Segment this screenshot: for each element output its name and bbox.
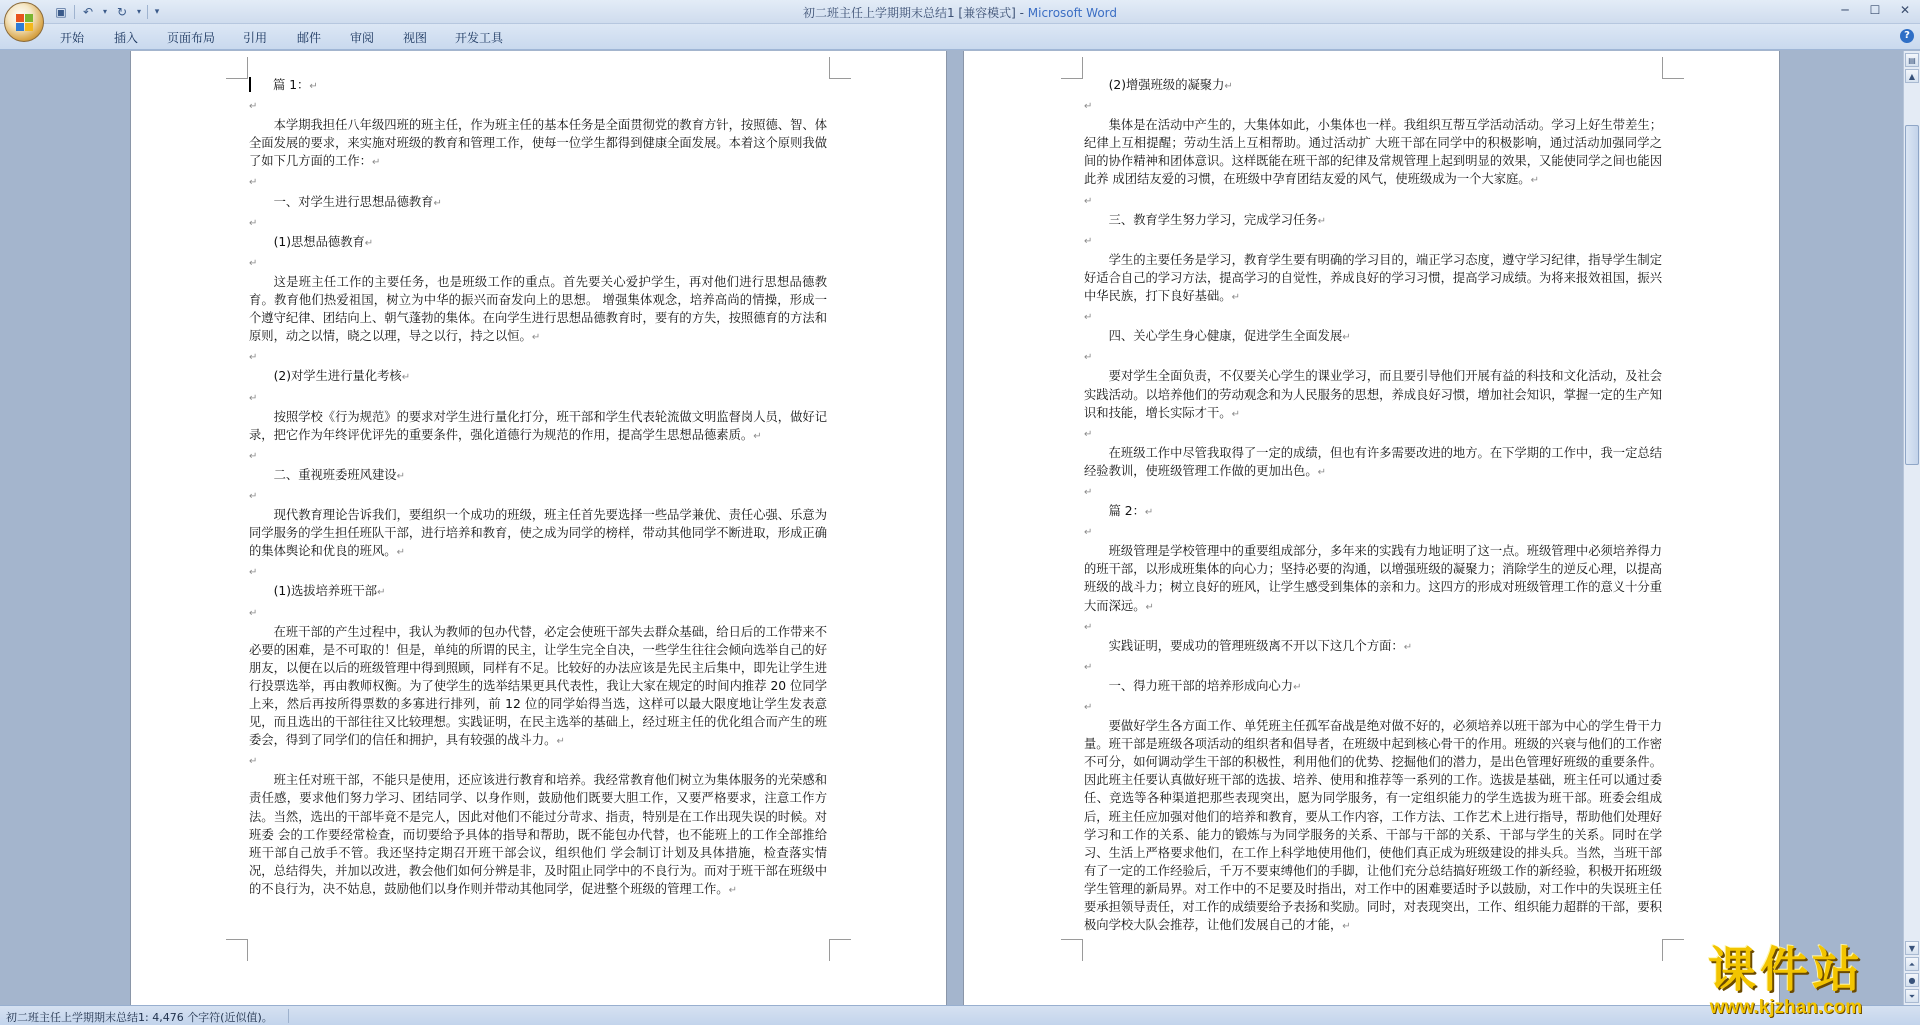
- paragraph-text: 班级管理是学校管理中的重要组成部分，多年来的实践有力地证明了这一点。班级管理中必须培养得力的班干部，以形成班集体的向心力；坚持必要的沟通，以增强班级的凝聚力；消除学生的逆反心理，以提高班级的战斗力；树立良好的班风，让学生感受到集体的亲和力。这四方的形成对班级管理工作的意义十分重大而深远。: [1084, 544, 1662, 613]
- status-bar: [0, 1005, 1920, 1025]
- redo-dropdown-icon[interactable]: ▾: [136, 7, 141, 16]
- page-2-text[interactable]: [1084, 76, 1662, 936]
- paragraph-mark-icon: ↵: [364, 237, 374, 249]
- paragraph-text: 篇 1：: [273, 78, 310, 92]
- paragraph-mark-icon: ↵: [396, 547, 405, 559]
- paragraph-mark-icon: ↵: [371, 157, 381, 169]
- empty-paragraph[interactable]: [249, 96, 827, 116]
- crop-mark: [226, 57, 248, 79]
- paragraph-mark-icon: ↵: [249, 756, 258, 768]
- select-browse-object-icon[interactable]: ●: [1905, 973, 1919, 987]
- paragraph-mark-icon: ↵: [249, 217, 258, 229]
- empty-paragraph[interactable]: [1084, 96, 1662, 116]
- empty-paragraph[interactable]: [1084, 191, 1662, 211]
- vertical-scrollbar[interactable]: [1903, 51, 1920, 1005]
- tab-references[interactable]: 引用: [243, 31, 268, 45]
- paragraph-text: (2)增强班级的凝聚力: [1108, 78, 1225, 92]
- minimize-icon[interactable]: ─: [1841, 3, 1849, 17]
- paragraph-mark-icon: ↵: [249, 607, 258, 619]
- empty-paragraph[interactable]: [1084, 522, 1662, 542]
- page-1-text[interactable]: [249, 76, 827, 900]
- tab-view[interactable]: 视图: [403, 31, 428, 45]
- paragraph-mark-icon: ↵: [1084, 661, 1093, 673]
- paragraph-text: 二、重视班委班风建设: [273, 467, 397, 482]
- word-count-status[interactable]: 初二班主任上学期期末总结1: 4,476 个字符(近似值)。: [6, 1011, 273, 1024]
- paragraph[interactable]: [249, 623, 827, 752]
- paragraph-text: 要对学生全面负责，不仅要关心学生的课业学习，而且要引导他们开展有益的科技和文化活动，及社会实践活动。以培养他们的劳动观念和为人民服务的思想，养成良好习惯，增加社会知识，掌握一定的生产知识和技能，增长实际才干。: [1084, 369, 1662, 420]
- undo-dropdown-icon[interactable]: ▾: [102, 7, 107, 16]
- empty-paragraph[interactable]: [249, 751, 827, 771]
- tab-page-layout[interactable]: 页面布局: [167, 31, 216, 45]
- paragraph-mark-icon: ↵: [1144, 507, 1154, 519]
- paragraph-mark-icon: ↵: [396, 470, 405, 482]
- paragraph-mark-icon: ↵: [249, 490, 258, 502]
- paragraph[interactable]: [1084, 251, 1662, 307]
- paragraph[interactable]: [249, 76, 827, 96]
- paragraph-mark-icon: ↵: [1403, 641, 1413, 653]
- office-button[interactable]: [4, 2, 44, 42]
- empty-paragraph[interactable]: [1084, 697, 1662, 717]
- paragraph[interactable]: [1084, 116, 1662, 190]
- page-2[interactable]: [963, 51, 1780, 1005]
- ribbon-tabs: [0, 24, 1920, 50]
- document-area[interactable]: [0, 51, 1903, 1005]
- window-controls: [1830, 0, 1920, 20]
- crop-mark: [226, 939, 248, 961]
- empty-paragraph[interactable]: [249, 253, 827, 273]
- paragraph-mark-icon: ↵: [753, 430, 762, 442]
- crop-mark: [1061, 57, 1083, 79]
- paragraph[interactable]: [249, 771, 827, 900]
- paragraph-mark-icon: ↵: [1293, 681, 1302, 693]
- paragraph-text: 班主任对班干部，不能只是使用，还应该进行教育和培养。我经常教育他们树立为集体服务的光荣感和责任感，要求他们努力学习、团结同学、以身作则，鼓励他们既要大胆工作，又要严格要求，注意工作方法。当然，选出的干部毕竟不是完人，因此对他们不能过分苛求、指责，特别是在工作出现失误的时候。对班委 会的工作要经常检查，而切要给予具体的指导和帮助，既不能包办代替，也不能班上的工作全部推给班干部自己放手不管。我还坚持定期召开班干部会议，组织他们 学会制订计划及具体措施，检查落实情况，总结得失，并加以改进，教会他们如何分辨是非，及时阻止同学中的不良行为。而对于班干部在班级中的不良行为，决不姑息，鼓励他们以身作则并带动其他同学，促进整个班级的管理工作。: [249, 773, 827, 896]
- paragraph-mark-icon: ↵: [556, 736, 565, 748]
- paragraph-mark-icon: ↵: [401, 372, 411, 384]
- close-icon[interactable]: ✕: [1899, 3, 1911, 17]
- scroll-thumb[interactable]: [1905, 125, 1919, 465]
- office-logo-icon: [16, 14, 34, 32]
- empty-paragraph[interactable]: [249, 446, 827, 466]
- paragraph[interactable]: [249, 233, 827, 253]
- paragraph-mark-icon: ↵: [531, 332, 541, 344]
- paragraph[interactable]: [1084, 76, 1662, 96]
- empty-paragraph[interactable]: [1084, 231, 1662, 251]
- paragraph-text: 实践证明，要成功的管理班级离不开以下这几个方面：: [1108, 638, 1404, 653]
- paragraph-mark-icon: ↵: [1231, 408, 1240, 420]
- watermark-url: www.kjzhan.com: [1709, 997, 1863, 1018]
- tab-insert[interactable]: 插入: [114, 31, 139, 45]
- empty-paragraph[interactable]: [1084, 657, 1662, 677]
- empty-paragraph[interactable]: [1084, 424, 1662, 444]
- watermark-title: 课件站: [1707, 942, 1864, 998]
- paragraph-mark-icon: ↵: [249, 567, 258, 579]
- paragraph-mark-icon: ↵: [1084, 702, 1093, 713]
- paragraph[interactable]: [249, 466, 827, 486]
- paragraph[interactable]: [249, 193, 827, 213]
- paragraph-text: 本学期我担任八年级四班的班主任，作为班主任的基本任务是全面贯彻党的教育方针，按照德、智、体全面发展的要求，来实施对班级的教育和管理工作，使每一位学生都得到健康全面发展。本着这个原则我做了如下几方面的工作：: [249, 118, 827, 169]
- paragraph-mark-icon: ↵: [1342, 332, 1351, 344]
- paragraph-mark-icon: ↵: [1530, 175, 1539, 187]
- save-icon[interactable]: ▣: [55, 5, 67, 19]
- paragraph-text: 三、教育学生努力学习，完成学习任务: [1108, 212, 1318, 227]
- paragraph-mark-icon: ↵: [1317, 215, 1327, 227]
- title-bar: [0, 0, 1920, 24]
- empty-paragraph[interactable]: [1084, 482, 1662, 502]
- crop-mark: [829, 57, 851, 79]
- paragraph-text: 这是班主任工作的主要任务，也是班级工作的重点。首先要关心爱护学生，再对他们进行思想品德教育。教育他们热爱祖国，树立为中华的振兴而奋发向上的思想。 增强集体观念，培养高尚的情操，形成一个遵守纪律、团结向上、朝气蓬勃的集体。在向学生进行思想品德教育时，要有的方失，按照德育的方法和原则，动之以情，晓之以理，导之以行，持之以恒。: [249, 274, 827, 344]
- empty-paragraph[interactable]: [249, 486, 827, 506]
- empty-paragraph[interactable]: [249, 172, 827, 192]
- paragraph-text: 学生的主要任务是学习，教育学生要有明确的学习目的，端正学习态度，遵守学习纪律，指导学生制定好适合自己的学习方法，提高学习的自觉性，养成良好的学习习惯，提高学习成绩。为将来报效祖国，振兴中华民族，打下良好基础。: [1084, 252, 1662, 304]
- tab-developer[interactable]: 开发工具: [455, 31, 504, 45]
- paragraph-mark-icon: ↵: [1231, 292, 1240, 304]
- tab-mailings[interactable]: 邮件: [297, 31, 322, 45]
- redo-icon[interactable]: ↻: [116, 5, 128, 19]
- paragraph-text: 现代教育理论告诉我们，要组织一个成功的班级，班主任首先要选择一些品学兼优、责任心强、乐意为同学服务的学生担任班队干部，进行培养和教育，使之成为同学的榜样，带动其他同学不断进取，形成正确的集体舆论和优良的班风。: [249, 508, 827, 559]
- paragraph-mark-icon: ↵: [249, 450, 258, 462]
- empty-paragraph[interactable]: [1084, 307, 1662, 327]
- paragraph[interactable]: [249, 273, 827, 347]
- paragraph[interactable]: [249, 116, 827, 172]
- paragraph-mark-icon: ↵: [1084, 428, 1093, 440]
- customize-icon[interactable]: ▾: [154, 7, 160, 17]
- paragraph-mark-icon: ↵: [309, 81, 318, 92]
- paragraph[interactable]: [249, 506, 827, 562]
- paragraph[interactable]: [249, 582, 827, 602]
- paragraph-mark-icon: ↵: [433, 197, 442, 209]
- paragraph[interactable]: [1084, 444, 1662, 482]
- maximize-icon[interactable]: ☐: [1869, 3, 1881, 17]
- next-page-icon[interactable]: ⏷: [1905, 989, 1919, 1003]
- paragraph-mark-icon: ↵: [1342, 921, 1351, 933]
- ruler-toggle-icon[interactable]: ▤: [1905, 53, 1919, 67]
- paragraph-text: 按照学校《行为规范》的要求对学生进行量化打分，班干部和学生代表轮流做文明监督岗人员，做好记录，把它作为年终评优评先的重要条件，强化道德行为规范的作用，提高学生思想品德素质。: [249, 409, 827, 442]
- scroll-up-icon[interactable]: ▲: [1905, 69, 1919, 83]
- help-icon[interactable]: ?: [1900, 29, 1914, 43]
- empty-paragraph[interactable]: [249, 347, 827, 367]
- site-watermark: [1666, 943, 1906, 1023]
- paragraph-mark-icon: ↵: [1084, 235, 1093, 247]
- paragraph-mark-icon: ↵: [1084, 195, 1093, 207]
- paragraph-text: (1)选拔培养班干部: [273, 584, 378, 599]
- paragraph-mark-icon: ↵: [377, 587, 386, 599]
- paragraph-text: 一、得力班干部的培养形成向心力: [1108, 678, 1294, 693]
- paragraph-mark-icon: ↵: [249, 352, 258, 364]
- paragraph-text: 四、关心学生身心健康，促进学生全面发展: [1108, 329, 1343, 344]
- paragraph-mark-icon: ↵: [249, 392, 258, 404]
- paragraph-mark-icon: ↵: [1084, 621, 1093, 633]
- undo-icon[interactable]: ↶: [82, 5, 94, 19]
- paragraph-mark-icon: ↵: [728, 884, 737, 896]
- empty-paragraph[interactable]: [249, 562, 827, 582]
- window-title: [0, 4, 1920, 21]
- paragraph[interactable]: [1084, 211, 1662, 231]
- paragraph-mark-icon: ↵: [1084, 312, 1093, 324]
- paragraph-text: 在班级工作中尽管我取得了一定的成绩，但也有许多需要改进的地方。在下学期的工作中，我一定总结经验教训，使班级管理工作做的更加出色。: [1084, 445, 1662, 478]
- scroll-down-icon[interactable]: ▼: [1905, 941, 1919, 955]
- crop-mark: [829, 939, 851, 961]
- previous-page-icon[interactable]: ⏶: [1905, 957, 1919, 971]
- crop-mark: [1061, 939, 1083, 961]
- paragraph-text: (2)对学生进行量化考核: [273, 369, 402, 384]
- empty-paragraph[interactable]: [249, 388, 827, 408]
- paragraph-mark-icon: ↵: [1084, 527, 1093, 539]
- paragraph[interactable]: [249, 367, 827, 387]
- paragraph[interactable]: [1084, 677, 1662, 697]
- paragraph-text: 篇 2：: [1108, 504, 1145, 519]
- paragraph-mark-icon: ↵: [249, 177, 258, 189]
- paragraph[interactable]: [1084, 367, 1662, 423]
- empty-paragraph[interactable]: [249, 213, 827, 233]
- paragraph-text: 一、对学生进行思想品德教育: [273, 194, 434, 209]
- empty-paragraph[interactable]: [249, 603, 827, 623]
- paragraph[interactable]: [1084, 327, 1662, 347]
- paragraph-text: (1)思想品德教育: [273, 234, 365, 249]
- paragraph[interactable]: [249, 408, 827, 446]
- paragraph[interactable]: [1084, 637, 1662, 657]
- document-title: 初二班主任上学期期末总结1 [兼容模式] -: [802, 6, 1028, 20]
- paragraph-mark-icon: ↵: [249, 101, 258, 113]
- paragraph-text: 要做好学生各方面工作、单凭班主任孤军奋战是绝对做不好的，必须培养以班干部为中心的学生骨干力量。班干部是班级各项活动的组织者和倡导者，在班级中起到核心骨干的作用。班级的兴衰与他们的工作密不可分，如何调动学生干部的积极性，利用他们的优势、挖掘他们的潜力，是出色管理好班级的重要条件。因此班主任要认真做好班干部的选拔、培养、使用和推荐等一系列的工作。选拔是基础，班主任可以通过委任、竞选等各种渠道把那些表现突出，愿为同学服务，有一定组织能力的学生选拔为班干部。班委会组成后，班主任应加强对他们的培养和教育，要从工作内容，工作方法、工作艺术上进行指导，帮助他们处理好学习和工作的关系、能力的锻炼与为同学服务的关系、干部与干部的关系、干部与学生的关系。同时在学习、生活上严格要求他们，在工作上科学地使用他们，使他们真正成为班级建设的排头兵。当然，当班干部有了一定的工作经验后，千万不要束缚他们的手脚，让他们充分总结搞好班级工作的新经验，积极开拓班级学生管理的新局界。对工作中的不足要及时指出，对工作中的困难要适时予以鼓励，对工作中的失误班主任要承担领导责任，对工作的成绩要给予表扬和奖励。同时，对表现突出，工作、组织能力超群的干部，要积极向学校大队会推荐，让他们发展自己的才能，: [1084, 719, 1662, 933]
- paragraph-mark-icon: ↵: [1084, 101, 1093, 113]
- text-cursor: [249, 77, 251, 92]
- paragraph-text: 在班干部的产生过程中，我认为教师的包办代替，必定会使班干部失去群众基础，给日后的工作带来不必要的困难，是不可取的！但是，单纯的所谓的民主，让学生完全自决，一些学生往往会倾向选举自己的好朋友，以便在以后的班级管理中得到照顾，同样有不足。比较好的办法应该是先民主后集中，即先让学生进行投票选举，再由教师权衡。为了使学生的选举结果更具代表性，我让大家在规定的时间内推荐 20 位同学上来，然后再按所得票数的多寡进行排列，前 12 位的同学始得当选，这样可以最大限度地让学生发表意见，而且选出的干部往往又比较理想。实践证明，在民主选举的基础上，经过班主任的优化组合而产生的班委会，得到了同学们的信任和拥护，具有较强的战斗力。: [249, 624, 827, 748]
- empty-paragraph[interactable]: [1084, 347, 1662, 367]
- paragraph-mark-icon: ↵: [1084, 352, 1093, 364]
- tab-review[interactable]: 审阅: [350, 31, 375, 45]
- empty-paragraph[interactable]: [1084, 617, 1662, 637]
- paragraph-mark-icon: ↵: [1084, 486, 1093, 498]
- crop-mark: [1662, 57, 1684, 79]
- paragraph-mark-icon: ↵: [1145, 601, 1154, 613]
- paragraph-mark-icon: ↵: [1317, 466, 1327, 478]
- paragraph-mark-icon: ↵: [1224, 81, 1233, 92]
- paragraph-mark-icon: ↵: [249, 257, 258, 269]
- paragraph[interactable]: [1084, 717, 1662, 936]
- status-separator: [288, 1009, 289, 1023]
- app-name: Microsoft Word: [1027, 6, 1118, 20]
- page-1[interactable]: [130, 51, 947, 1005]
- tab-home[interactable]: 开始: [60, 31, 85, 45]
- paragraph-text: 集体是在活动中产生的，大集体如此，小集体也一样。我组织互帮互学活动活动。学习上好生带差生；纪律上互相提醒；劳动生活上互相帮助。通过活动扩 大班干部在同学中的积极影响，通过活动加强同学之间的协作精神和团体意识。这样既能在班干部的纪律及常规管理上起到明显的效果，又能使同学之间也能因此养 成团结友爱的习惯，在班级中孕育团结友爱的风气，使班级成为一个大家庭。: [1084, 118, 1662, 187]
- paragraph[interactable]: [1084, 502, 1662, 522]
- paragraph[interactable]: [1084, 542, 1662, 616]
